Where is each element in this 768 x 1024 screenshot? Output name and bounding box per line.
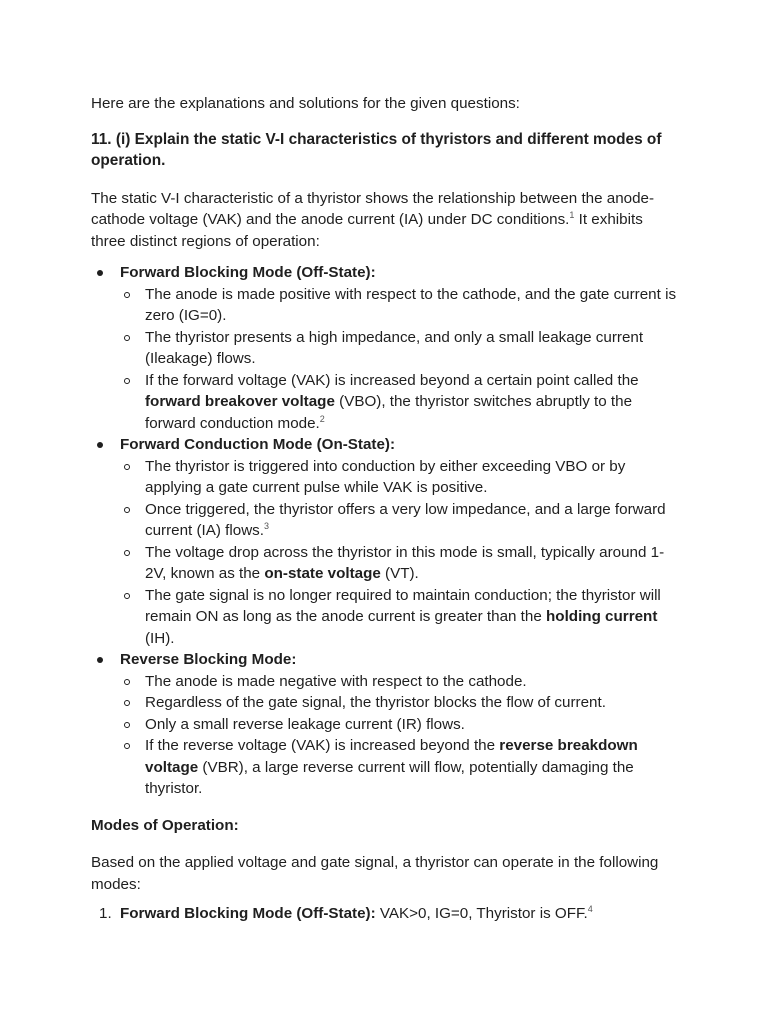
- paragraph-text: The static V-I characteristic of a thyristor shows the relationship between the anode-cathode voltage (VAK) and the anode current (IA) under DC conditions.: [91, 189, 655, 228]
- question-heading: 11. (i) Explain the static V-I characteristics of thyristors and different modes of operation.: [91, 130, 662, 169]
- hollow-bullet-icon: [124, 378, 130, 384]
- detail-text: The gate signal is no longer required to maintain conduction; the thyristor will remain ON as long as the anode current is greater than the: [145, 586, 661, 625]
- hollow-bullet-icon: [124, 593, 130, 599]
- detail-item: [120, 456, 678, 499]
- mode-details: [120, 456, 678, 650]
- hollow-bullet-icon: [124, 700, 130, 706]
- detail-item: [120, 692, 678, 714]
- detail-term: on-state voltage: [264, 565, 381, 582]
- mode-title: Forward Conduction Mode (On-State):: [120, 436, 396, 453]
- detail-term: forward breakover voltage: [145, 393, 335, 410]
- numbered-list: [91, 903, 678, 925]
- mode-item: [91, 262, 678, 434]
- detail-text: The voltage drop across the thyristor in this mode is small, typically around 1-2V, known as the: [145, 543, 665, 582]
- intro-text: Here are the explanations and solutions for the given questions:: [91, 95, 520, 112]
- detail-text: The anode is made negative with respect to the cathode.: [145, 672, 527, 690]
- modes-heading: Modes of Operation:: [91, 816, 239, 834]
- mode-details: [120, 284, 678, 435]
- detail-text-tail: (VT).: [380, 565, 419, 582]
- item-number: 1.: [99, 905, 112, 922]
- modes-list: [91, 262, 678, 800]
- detail-text: Only a small reverse leakage current (IR) flows.: [145, 715, 465, 733]
- mode-item: [91, 434, 678, 649]
- footnote-ref[interactable]: 2: [319, 413, 325, 424]
- detail-item: [120, 542, 678, 585]
- numbered-item: [91, 903, 678, 925]
- detail-text: The thyristor is triggered into conduction by either exceeding VBO or by applying a gate current pulse while VAK is positive.: [145, 457, 626, 496]
- mode-item: [91, 649, 678, 800]
- paragraph-tail: It exhibits three distinct regions of operation:: [91, 211, 643, 250]
- detail-item: [120, 499, 678, 542]
- bullet-icon: [97, 270, 103, 276]
- footnote-ref[interactable]: 1: [569, 209, 575, 220]
- detail-text: If the forward voltage (VAK) is increased beyond a certain point called the: [145, 371, 639, 389]
- bullet-icon: [97, 657, 103, 663]
- mode-title: Forward Blocking Mode (Off-State):: [120, 264, 376, 281]
- detail-item: [120, 671, 678, 693]
- hollow-bullet-icon: [124, 679, 130, 685]
- footnote-ref[interactable]: 4: [587, 903, 593, 914]
- detail-term: holding current: [546, 608, 658, 625]
- hollow-bullet-icon: [124, 464, 130, 470]
- detail-text-tail: (VBO), the thyristor switches abruptly to the forward conduction mode.: [145, 393, 633, 432]
- item-label: Forward Blocking Mode (Off-State):: [120, 905, 376, 922]
- detail-term: reverse breakdown voltage: [145, 737, 638, 776]
- characteristic-paragraph: [91, 188, 678, 253]
- detail-item: [120, 735, 678, 800]
- detail-text-tail: (VBR), a large reverse current will flow, potentially damaging the thyristor.: [145, 758, 634, 797]
- detail-text: The anode is made positive with respect to the cathode, and the gate current is zero (IG=0).: [145, 285, 677, 324]
- detail-text: The thyristor presents a high impedance, and only a small leakage current (Ileakage) flows.: [145, 328, 644, 367]
- hollow-bullet-icon: [124, 335, 130, 341]
- hollow-bullet-icon: [124, 550, 130, 556]
- detail-text: Regardless of the gate signal, the thyristor blocks the flow of current.: [145, 694, 606, 711]
- modes-intro: Based on the applied voltage and gate signal, a thyristor can operate in the following modes:: [91, 854, 659, 893]
- hollow-bullet-icon: [124, 743, 130, 749]
- detail-item: [120, 284, 678, 327]
- detail-text: If the reverse voltage (VAK) is increased beyond the: [145, 737, 500, 754]
- footnote-ref[interactable]: 3: [264, 520, 270, 531]
- detail-item: [120, 714, 678, 736]
- detail-text: Once triggered, the thyristor offers a very low impedance, and a large forward current (IA) flows.: [145, 500, 666, 539]
- detail-item: [120, 327, 678, 370]
- mode-details: [120, 671, 678, 800]
- hollow-bullet-icon: [124, 722, 130, 728]
- mode-title: Reverse Blocking Mode:: [120, 651, 297, 668]
- hollow-bullet-icon: [124, 292, 130, 298]
- detail-text-tail: (IH).: [145, 629, 175, 647]
- detail-item: [120, 585, 678, 650]
- item-text: VAK>0, IG=0, Thyristor is OFF.: [375, 905, 588, 922]
- bullet-icon: [97, 442, 103, 448]
- detail-item: [120, 370, 678, 435]
- hollow-bullet-icon: [124, 507, 130, 513]
